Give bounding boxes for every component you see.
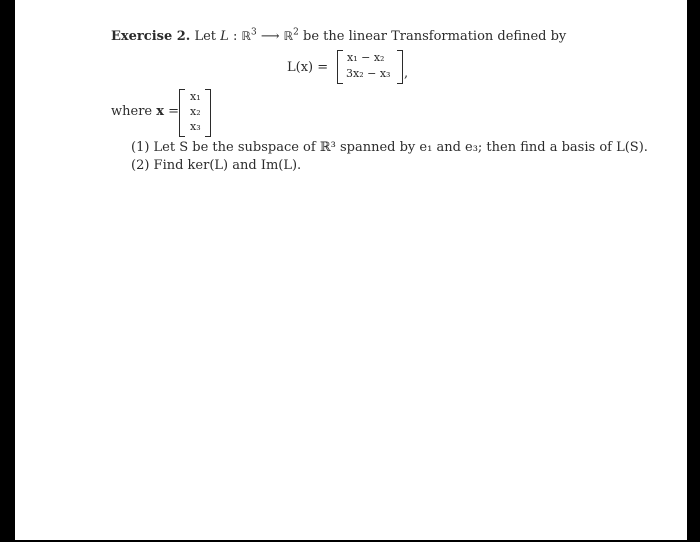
where-var: x <box>156 104 165 119</box>
definition-left-bracket <box>337 50 343 84</box>
intro-let: Let <box>194 29 217 44</box>
question-1: (1) Let S be the subspace of ℝ³ spanned by e₁ and e₃; then find a basis of L(S). <box>131 140 648 155</box>
where-line <box>111 104 179 120</box>
where-prefix: where <box>111 104 153 119</box>
intro-tail: be the linear Transformation defined by <box>303 29 567 44</box>
arrow-icon: ⟶ <box>260 29 284 44</box>
where-equals: = <box>168 104 180 119</box>
domain-power: 3 <box>250 27 257 38</box>
definition-lhs: L(x) = <box>287 60 329 75</box>
definition-trailing: , <box>404 66 409 81</box>
codomain-symbol: ℝ <box>283 29 294 43</box>
vector-entry-1: x₁ <box>190 90 201 103</box>
vector-right-bracket <box>205 89 211 137</box>
codomain-power: 2 <box>293 27 299 38</box>
domain-symbol: ℝ <box>241 29 251 43</box>
definition-row1: x₁ − x₂ <box>347 51 385 64</box>
exercise-label: Exercise 2. <box>111 29 191 44</box>
document-page <box>15 0 687 540</box>
exercise-heading-line: Exercise 2. Let L : ℝ$^3$ ⟶ ℝ$^2$ be the linear Transformation defined by <box>111 27 567 44</box>
vector-entry-2: x₂ <box>190 105 201 118</box>
vector-left-bracket <box>179 89 185 137</box>
definition-right-bracket <box>397 50 403 84</box>
map-name: L <box>220 29 229 44</box>
definition-row2: 3x₂ − x₃ <box>346 67 391 80</box>
question-2: (2) Find ker(L) and Im(L). <box>131 158 302 173</box>
vector-entry-3: x₃ <box>190 120 201 133</box>
